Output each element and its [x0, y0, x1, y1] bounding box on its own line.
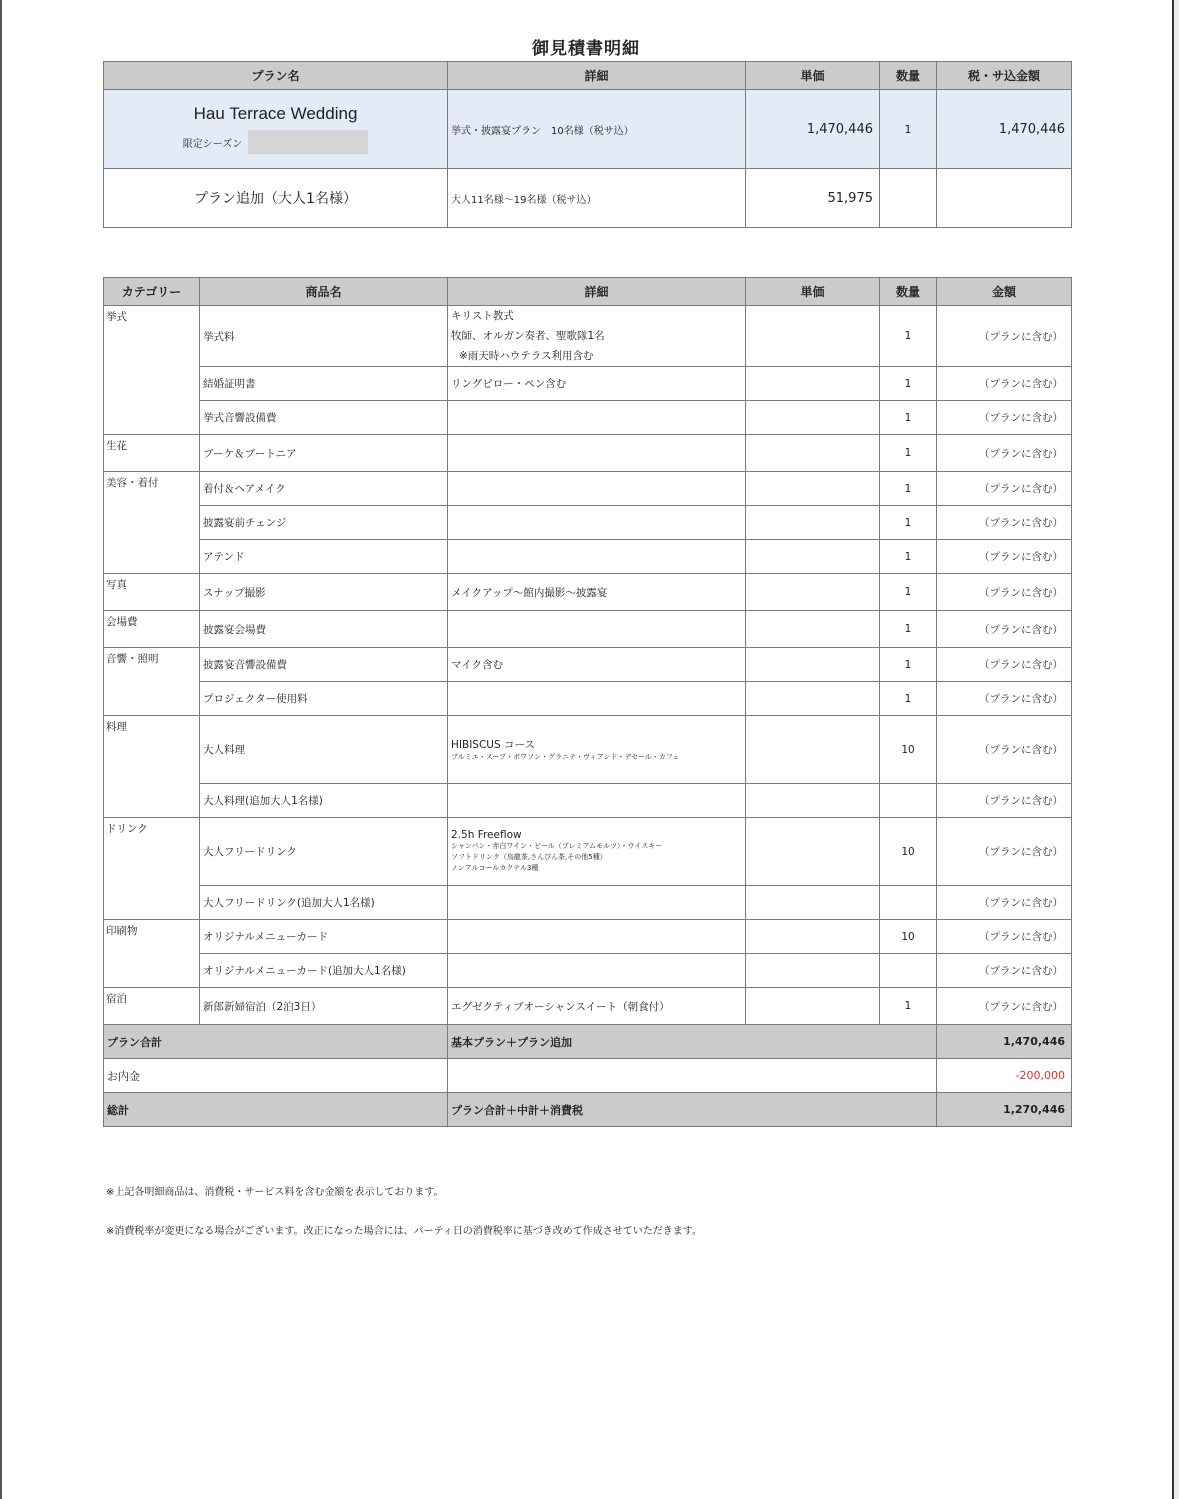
header-item-unit-price: 単価 — [746, 278, 880, 306]
item-qty: 1 — [880, 611, 937, 648]
table-row — [104, 818, 1072, 886]
item-unit-price — [746, 367, 880, 401]
item-name: 着付＆ヘアメイク — [200, 472, 448, 506]
items-table — [103, 277, 1072, 1127]
item-name: 大人料理(追加大人1名様) — [200, 784, 448, 818]
header-unit-price: 単価 — [746, 62, 880, 90]
items-table-header — [104, 278, 1072, 306]
item-name: 結婚証明書 — [200, 367, 448, 401]
redacted-box — [248, 130, 368, 154]
plan-row — [104, 90, 1072, 169]
footnote-tax-included: ※上記各明細商品は、消費税・サービス料を含む金額を表示しております。 — [106, 1187, 444, 1198]
item-amount: （プランに含む） — [937, 306, 1072, 367]
item-detail — [448, 920, 746, 954]
item-detail: メイクアップ～館内撮影～披露宴 — [448, 574, 746, 611]
item-amount: （プランに含む） — [937, 988, 1072, 1025]
table-row — [104, 611, 1072, 648]
item-name: 挙式音響設備費 — [200, 401, 448, 435]
item-name: 披露宴会場費 — [200, 611, 448, 648]
header-item-name: 商品名 — [200, 278, 448, 306]
item-unit-price — [746, 988, 880, 1025]
item-name: オリジナルメニューカード(追加大人1名様) — [200, 954, 448, 988]
header-category: カテゴリー — [104, 278, 200, 306]
grand-total-detail: プラン合計＋中計＋消費税 — [448, 1093, 937, 1127]
item-qty: 1 — [880, 988, 937, 1025]
addition-unit-price: 51,975 — [746, 169, 880, 228]
table-row — [104, 435, 1072, 472]
item-detail-line: シャンパン・赤白ワイン・ビール（プレミアムモルツ）・ウイスキー — [451, 842, 663, 850]
table-row — [104, 886, 1072, 920]
category-cell: ドリンク — [104, 818, 200, 920]
item-unit-price — [746, 306, 880, 367]
item-name: 新郎新婦宿泊（2泊3日） — [200, 988, 448, 1025]
item-unit-price — [746, 401, 880, 435]
category-cell: 挙式 — [104, 306, 200, 435]
item-unit-price — [746, 648, 880, 682]
category-cell: 印刷物 — [104, 920, 200, 988]
item-detail: エグゼクティブオーシャンスイート（朝食付） — [448, 988, 746, 1025]
item-detail — [448, 682, 746, 716]
table-row — [104, 954, 1072, 988]
item-qty: 1 — [880, 472, 937, 506]
grand-total-value: 1,270,446 — [937, 1093, 1072, 1127]
plan-addition-row — [104, 169, 1072, 228]
plan-name-cell — [104, 90, 448, 169]
item-detail-line: キリスト教式 — [451, 310, 514, 322]
category-cell: 生花 — [104, 435, 200, 472]
item-amount: （プランに含む） — [937, 818, 1072, 886]
page-left-edge — [0, 0, 2, 1499]
item-qty: 10 — [880, 818, 937, 886]
item-detail — [448, 540, 746, 574]
item-amount: （プランに含む） — [937, 574, 1072, 611]
plan-total-detail: 基本プラン＋プラン追加 — [448, 1025, 937, 1059]
item-qty: 1 — [880, 306, 937, 367]
plan-table — [103, 61, 1072, 228]
item-name: 大人フリードリンク(追加大人1名様) — [200, 886, 448, 920]
item-detail — [448, 611, 746, 648]
addition-amount — [937, 169, 1072, 228]
deposit-detail — [448, 1059, 937, 1093]
item-name: 披露宴音響設備費 — [200, 648, 448, 682]
item-unit-price — [746, 784, 880, 818]
item-detail — [448, 306, 746, 367]
item-name: 大人料理 — [200, 716, 448, 784]
item-amount: （プランに含む） — [937, 401, 1072, 435]
item-unit-price — [746, 818, 880, 886]
item-amount: （プランに含む） — [937, 648, 1072, 682]
item-qty — [880, 886, 937, 920]
item-name: オリジナルメニューカード — [200, 920, 448, 954]
table-row — [104, 574, 1072, 611]
item-name: 披露宴前チェンジ — [200, 506, 448, 540]
item-qty: 1 — [880, 435, 937, 472]
table-row — [104, 988, 1072, 1025]
item-detail: リングピロー・ペン含む — [448, 367, 746, 401]
item-detail-line: 牧師、オルガン奏者、聖歌隊1名 — [451, 330, 605, 342]
grand-total-row — [104, 1093, 1072, 1127]
item-unit-price — [746, 540, 880, 574]
plan-season: 限定シーズン — [182, 138, 243, 150]
item-qty — [880, 784, 937, 818]
item-qty — [880, 954, 937, 988]
grand-total-label: 総計 — [104, 1093, 448, 1127]
deposit-row — [104, 1059, 1072, 1093]
table-row — [104, 920, 1072, 954]
category-cell: 宿泊 — [104, 988, 200, 1025]
item-amount: （プランに含む） — [937, 716, 1072, 784]
table-row — [104, 682, 1072, 716]
plan-total-label: プラン合計 — [104, 1025, 448, 1059]
item-name: 大人フリードリンク — [200, 818, 448, 886]
header-item-amount: 金額 — [937, 278, 1072, 306]
plan-total-row — [104, 1025, 1072, 1059]
category-cell: 料理 — [104, 716, 200, 818]
table-row — [104, 401, 1072, 435]
item-amount: （プランに含む） — [937, 472, 1072, 506]
plan-amount: 1,470,446 — [937, 90, 1072, 169]
item-detail-line: 2.5h Freeflow — [451, 829, 522, 841]
item-detail-line: ※雨天時ハウテラス利用含む — [459, 350, 594, 362]
item-qty: 1 — [880, 574, 937, 611]
plan-detail: 挙式・披露宴プラン 10名様（税サ込） — [448, 90, 746, 169]
item-name: 挙式料 — [200, 306, 448, 367]
item-detail-line: HIBISCUS コース — [451, 738, 535, 751]
item-detail: マイク含む — [448, 648, 746, 682]
item-detail — [448, 472, 746, 506]
item-detail — [448, 954, 746, 988]
item-unit-price — [746, 682, 880, 716]
item-unit-price — [746, 506, 880, 540]
item-amount: （プランに含む） — [937, 506, 1072, 540]
item-amount: （プランに含む） — [937, 611, 1072, 648]
item-unit-price — [746, 716, 880, 784]
header-qty: 数量 — [880, 62, 937, 90]
item-amount: （プランに含む） — [937, 682, 1072, 716]
page-title: 御見積書明細 — [532, 39, 640, 59]
page-right-edge — [1172, 0, 1179, 1499]
item-qty: 1 — [880, 401, 937, 435]
item-amount: （プランに含む） — [937, 886, 1072, 920]
item-detail — [448, 784, 746, 818]
category-cell: 音響・照明 — [104, 648, 200, 716]
category-cell: 美容・着付 — [104, 472, 200, 574]
item-amount: （プランに含む） — [937, 954, 1072, 988]
table-row — [104, 716, 1072, 784]
plan-total-value: 1,470,446 — [937, 1025, 1072, 1059]
item-amount: （プランに含む） — [937, 784, 1072, 818]
category-cell: 写真 — [104, 574, 200, 611]
item-unit-price — [746, 954, 880, 988]
item-qty: 1 — [880, 682, 937, 716]
category-cell: 会場費 — [104, 611, 200, 648]
deposit-label: お内金 — [104, 1059, 448, 1093]
item-unit-price — [746, 611, 880, 648]
item-unit-price — [746, 435, 880, 472]
plan-unit-price: 1,470,446 — [746, 90, 880, 169]
deposit-value: -200,000 — [937, 1059, 1072, 1093]
item-name: スナップ撮影 — [200, 574, 448, 611]
table-row — [104, 506, 1072, 540]
item-detail — [448, 435, 746, 472]
plan-name: Hau Terrace Wedding — [193, 104, 358, 123]
item-qty: 10 — [880, 716, 937, 784]
item-amount: （プランに含む） — [937, 920, 1072, 954]
item-amount: （プランに含む） — [937, 367, 1072, 401]
item-detail-line: ソフトドリンク（烏龍茶,さんぴん茶,その他5種） — [451, 853, 607, 861]
item-unit-price — [746, 886, 880, 920]
item-detail — [448, 716, 746, 784]
item-detail — [448, 506, 746, 540]
item-detail — [448, 818, 746, 886]
item-detail-line: プルミエ・スープ・ポワソン・グラニテ・ヴィアンド・デセール・カフェ — [451, 752, 680, 761]
item-name: ブーケ＆ブートニア — [200, 435, 448, 472]
item-detail — [448, 401, 746, 435]
item-name: アテンド — [200, 540, 448, 574]
header-amount: 税・サ込金額 — [937, 62, 1072, 90]
item-detail-line: ノンアルコールカクテル3種 — [451, 864, 539, 872]
item-qty: 1 — [880, 540, 937, 574]
item-name: プロジェクター使用料 — [200, 682, 448, 716]
table-row — [104, 648, 1072, 682]
addition-detail: 大人11名様～19名様（税サ込） — [448, 169, 746, 228]
table-row — [104, 784, 1072, 818]
table-row — [104, 540, 1072, 574]
plan-qty: 1 — [880, 90, 937, 169]
item-detail — [448, 886, 746, 920]
item-unit-price — [746, 574, 880, 611]
item-qty: 1 — [880, 367, 937, 401]
table-row — [104, 306, 1072, 367]
header-item-qty: 数量 — [880, 278, 937, 306]
item-amount: （プランに含む） — [937, 435, 1072, 472]
header-item-detail: 詳細 — [448, 278, 746, 306]
item-amount: （プランに含む） — [937, 540, 1072, 574]
item-qty: 10 — [880, 920, 937, 954]
plan-table-header — [104, 62, 1072, 90]
table-row — [104, 367, 1072, 401]
table-row — [104, 472, 1072, 506]
item-unit-price — [746, 920, 880, 954]
addition-qty — [880, 169, 937, 228]
header-detail: 詳細 — [448, 62, 746, 90]
item-unit-price — [746, 472, 880, 506]
item-qty: 1 — [880, 506, 937, 540]
addition-name: プラン追加（大人1名様） — [104, 169, 448, 228]
header-plan-name: プラン名 — [104, 62, 448, 90]
footnote-tax-change: ※消費税率が変更になる場合がございます。改正になった場合には、パーティ日の消費税率に基づき改めて作成させていただきます。 — [106, 1226, 702, 1237]
item-qty: 1 — [880, 648, 937, 682]
